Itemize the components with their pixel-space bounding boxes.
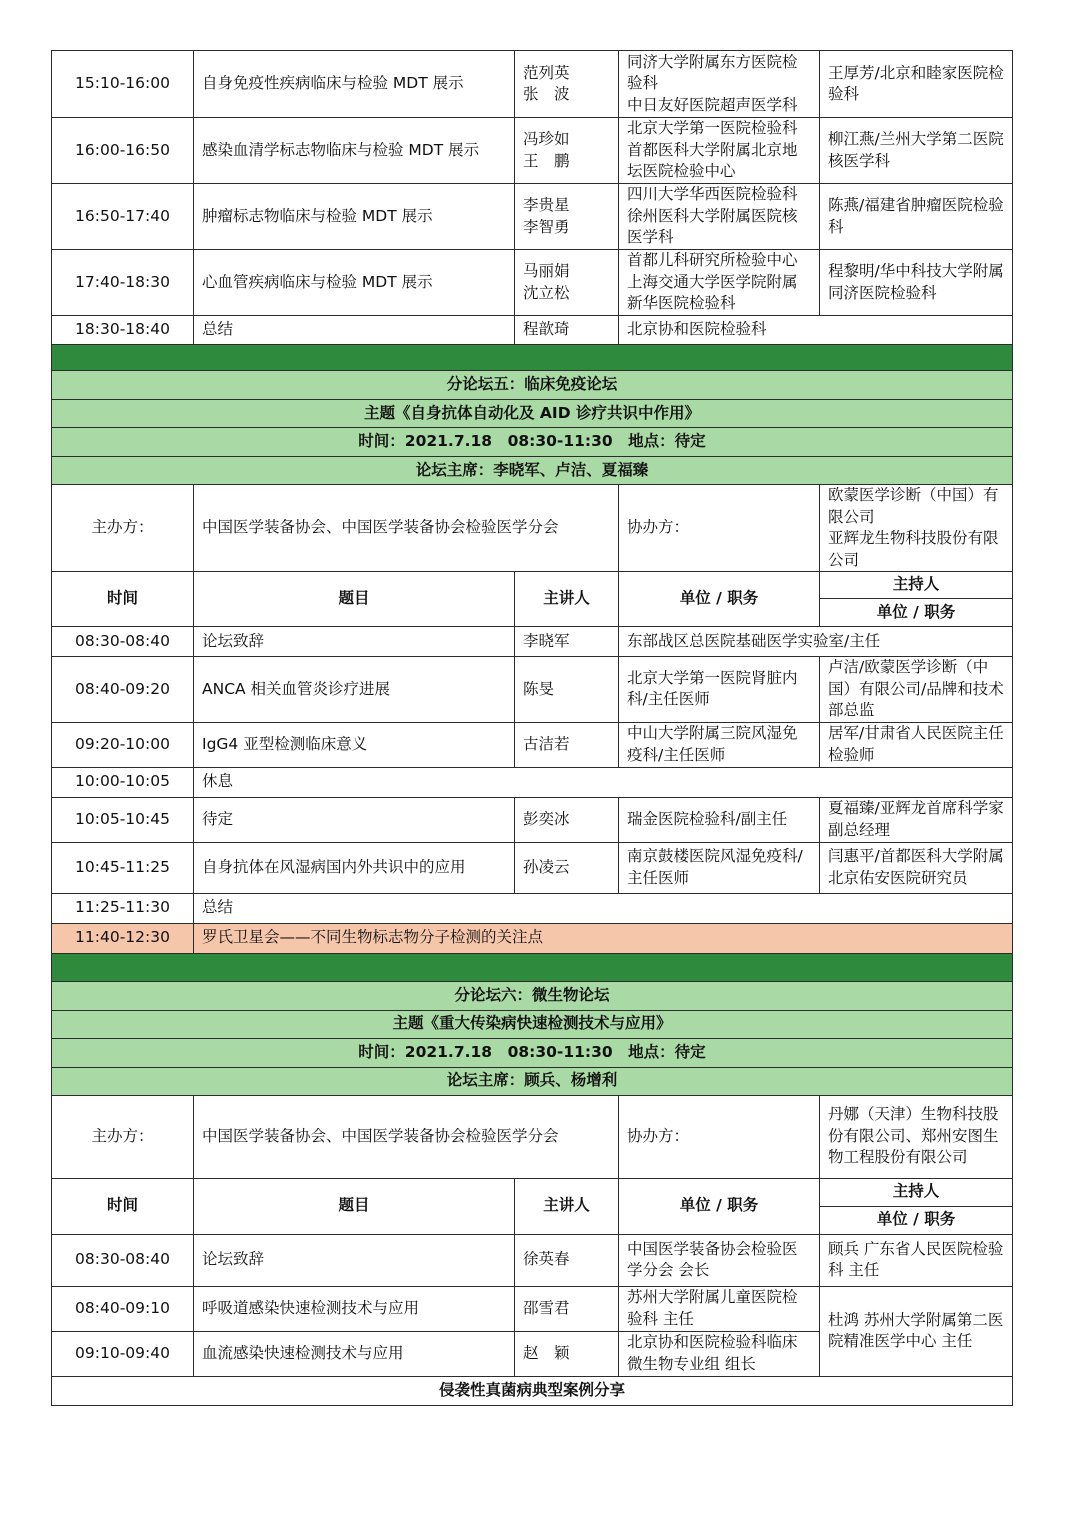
topic-cell: 自身抗体在风湿病国内外共识中的应用 xyxy=(194,842,515,893)
speaker-cell: 李贵星 李智勇 xyxy=(515,184,619,250)
speaker-cell: 范列英 张 波 xyxy=(515,51,619,118)
section-divider xyxy=(52,953,1013,981)
forum-time-row xyxy=(52,428,1013,457)
speaker-cell: 孙凌云 xyxy=(515,842,619,893)
time-cell: 08:40-09:10 xyxy=(52,1286,194,1331)
header-host-unit: 单位 / 职务 xyxy=(820,599,1013,627)
section-divider xyxy=(52,345,1013,371)
table-row xyxy=(52,722,1013,767)
speaker-cell: 邵雪君 xyxy=(515,1286,619,1331)
forum-chairs: 论坛主席：顾兵、杨增利 xyxy=(52,1067,1013,1095)
time-cell: 08:30-08:40 xyxy=(52,1234,194,1286)
table-row xyxy=(52,184,1013,250)
host-cell: 王厚芳/北京和睦家医院检验科 xyxy=(820,51,1013,118)
forum-title: 分论坛六：微生物论坛 xyxy=(52,981,1013,1010)
header-topic: 题目 xyxy=(194,1178,515,1234)
time-cell: 09:20-10:00 xyxy=(52,722,194,767)
co-organizer-value: 丹娜（天津）生物科技股份有限公司、郑州安图生物工程股份有限公司 xyxy=(820,1095,1013,1178)
agenda-table xyxy=(51,50,1020,1406)
host-cell: 夏福臻/亚辉龙首席科学家 副总经理 xyxy=(820,797,1013,842)
host-cell: 居军/甘肃省人民医院主任检验师 xyxy=(820,722,1013,767)
header-host-unit: 单位 / 职务 xyxy=(820,1206,1013,1234)
forum-chairs-row xyxy=(52,1067,1013,1095)
time-cell: 08:30-08:40 xyxy=(52,627,194,657)
co-organizer-label: 协办方： xyxy=(619,485,820,572)
table-row xyxy=(52,118,1013,184)
table-row xyxy=(52,250,1013,316)
organizer-value: 中国医学装备协会、中国医学装备协会检验医学分会 xyxy=(194,485,619,572)
table-row xyxy=(52,51,1013,118)
topic-cell: 呼吸道感染快速检测技术与应用 xyxy=(194,1286,515,1331)
header-unit: 单位 / 职务 xyxy=(619,1178,820,1234)
forum-title-row xyxy=(52,371,1013,400)
header-time: 时间 xyxy=(52,1178,194,1234)
time-cell: 09:10-09:40 xyxy=(52,1331,194,1376)
topic-cell: 罗氏卫星会——不同生物标志物分子检测的关注点 xyxy=(194,923,1013,953)
header-unit: 单位 / 职务 xyxy=(619,572,820,627)
topic-cell: 肿瘤标志物临床与检验 MDT 展示 xyxy=(194,184,515,250)
speaker-cell: 陈旻 xyxy=(515,657,619,723)
header-host: 主持人 xyxy=(820,1178,1013,1206)
topic-cell: 感染血清学标志物临床与检验 MDT 展示 xyxy=(194,118,515,184)
organizer-row xyxy=(52,1095,1013,1178)
topic-cell: 自身免疫性疾病临床与检验 MDT 展示 xyxy=(194,51,515,118)
header-host: 主持人 xyxy=(820,572,1013,599)
satellite-row xyxy=(52,923,1013,953)
topic-cell: 血流感染快速检测技术与应用 xyxy=(194,1331,515,1376)
table-row xyxy=(52,627,1013,657)
unit-cell: 中国医学装备协会检验医学分会 会长 xyxy=(619,1234,820,1286)
host-cell: 柳江燕/兰州大学第二医院核医学科 xyxy=(820,118,1013,184)
forum-title-row xyxy=(52,981,1013,1010)
topic-cell: 论坛致辞 xyxy=(194,627,515,657)
forum-theme-row xyxy=(52,400,1013,428)
topic-cell: 论坛致辞 xyxy=(194,1234,515,1286)
topic-cell: 总结 xyxy=(194,893,1013,923)
unit-cell: 瑞金医院检验科/副主任 xyxy=(619,797,820,842)
host-cell: 顾兵 广东省人民医院检验科 主任 xyxy=(820,1234,1013,1286)
time-cell: 15:10-16:00 xyxy=(52,51,194,118)
table-row xyxy=(52,842,1013,893)
time-cell: 11:25-11:30 xyxy=(52,893,194,923)
forum-theme: 主题《重大传染病快速检测技术与应用》 xyxy=(52,1010,1013,1038)
speaker-cell: 赵 颖 xyxy=(515,1331,619,1376)
organizer-label: 主办方： xyxy=(52,1095,194,1178)
organizer-value: 中国医学装备协会、中国医学装备协会检验医学分会 xyxy=(194,1095,619,1178)
time-cell: 10:45-11:25 xyxy=(52,842,194,893)
table-row xyxy=(52,1234,1013,1286)
speaker-cell: 李晓军 xyxy=(515,627,619,657)
forum-theme-row xyxy=(52,1010,1013,1038)
header-time: 时间 xyxy=(52,572,194,627)
header-topic: 题目 xyxy=(194,572,515,627)
table-row xyxy=(52,1286,1013,1331)
speaker-cell: 马丽娟 沈立松 xyxy=(515,250,619,316)
time-cell: 16:50-17:40 xyxy=(52,184,194,250)
case-title-row xyxy=(52,1376,1013,1405)
table-row xyxy=(52,767,1013,797)
table-row xyxy=(52,797,1013,842)
speaker-cell: 徐英春 xyxy=(515,1234,619,1286)
table-row xyxy=(52,657,1013,723)
case-title: 侵袭性真菌病典型案例分享 xyxy=(52,1376,1013,1405)
header-speaker: 主讲人 xyxy=(515,1178,619,1234)
unit-cell: 苏州大学附属儿童医院检验科 主任 xyxy=(619,1286,820,1331)
forum-time-row xyxy=(52,1038,1013,1067)
time-cell: 08:40-09:20 xyxy=(52,657,194,723)
organizer-row xyxy=(52,485,1013,572)
topic-cell: 待定 xyxy=(194,797,515,842)
speaker-cell: 彭奕冰 xyxy=(515,797,619,842)
forum-theme: 主题《自身抗体自动化及 AID 诊疗共识中作用》 xyxy=(52,400,1013,428)
unit-cell: 北京协和医院检验科临床微生物专业组 组长 xyxy=(619,1331,820,1376)
unit-cell: 北京协和医院检验科 xyxy=(619,316,1013,345)
unit-cell: 北京大学第一医院检验科 首都医科大学附属北京地坛医院检验中心 xyxy=(619,118,820,184)
table-row xyxy=(52,316,1013,345)
header-speaker: 主讲人 xyxy=(515,572,619,627)
co-organizer-value: 欧蒙医学诊断（中国）有限公司 亚辉龙生物科技股份有限公司 xyxy=(820,485,1013,572)
topic-cell: 心血管疾病临床与检验 MDT 展示 xyxy=(194,250,515,316)
header-row xyxy=(52,572,1013,599)
header-row xyxy=(52,1178,1013,1206)
forum-title: 分论坛五：临床免疫论坛 xyxy=(52,371,1013,400)
time-cell: 16:00-16:50 xyxy=(52,118,194,184)
co-organizer-label: 协办方： xyxy=(619,1095,820,1178)
topic-cell: 休息 xyxy=(194,767,1013,797)
time-cell: 18:30-18:40 xyxy=(52,316,194,345)
topic-cell: 总结 xyxy=(194,316,515,345)
unit-cell: 南京鼓楼医院风湿免疫科/主任医师 xyxy=(619,842,820,893)
organizer-label: 主办方： xyxy=(52,485,194,572)
time-cell: 11:40-12:30 xyxy=(52,923,194,953)
forum-chairs: 论坛主席：李晓军、卢洁、夏福臻 xyxy=(52,457,1013,485)
unit-cell: 北京大学第一医院肾脏内科/主任医师 xyxy=(619,657,820,723)
speaker-cell: 古洁若 xyxy=(515,722,619,767)
forum-time-place: 时间：2021.7.18 08:30-11:30 地点：待定 xyxy=(52,428,1013,457)
unit-cell: 同济大学附属东方医院检验科 中日友好医院超声医学科 xyxy=(619,51,820,118)
time-cell: 10:05-10:45 xyxy=(52,797,194,842)
unit-cell: 中山大学附属三院风湿免疫科/主任医师 xyxy=(619,722,820,767)
speaker-cell: 冯珍如 王 鹏 xyxy=(515,118,619,184)
time-cell: 10:00-10:05 xyxy=(52,767,194,797)
unit-cell: 东部战区总医院基础医学实验室/主任 xyxy=(619,627,1013,657)
topic-cell: IgG4 亚型检测临床意义 xyxy=(194,722,515,767)
host-cell: 程黎明/华中科技大学附属同济医院检验科 xyxy=(820,250,1013,316)
unit-cell: 四川大学华西医院检验科 徐州医科大学附属医院核医学科 xyxy=(619,184,820,250)
speaker-cell: 程歆琦 xyxy=(515,316,619,345)
host-cell: 陈燕/福建省肿瘤医院检验科 xyxy=(820,184,1013,250)
unit-cell: 首都儿科研究所检验中心 上海交通大学医学院附属新华医院检验科 xyxy=(619,250,820,316)
forum-chairs-row xyxy=(52,457,1013,485)
topic-cell: ANCA 相关血管炎诊疗进展 xyxy=(194,657,515,723)
time-cell: 17:40-18:30 xyxy=(52,250,194,316)
host-cell: 杜鸿 苏州大学附属第二医院精准医学中心 主任 xyxy=(820,1286,1013,1376)
host-cell: 卢洁/欧蒙医学诊断（中国）有限公司/品牌和技术部总监 xyxy=(820,657,1013,723)
forum-time-place: 时间：2021.7.18 08:30-11:30 地点：待定 xyxy=(52,1038,1013,1067)
host-cell: 闫惠平/首都医科大学附属北京佑安医院研究员 xyxy=(820,842,1013,893)
table-row xyxy=(52,893,1013,923)
